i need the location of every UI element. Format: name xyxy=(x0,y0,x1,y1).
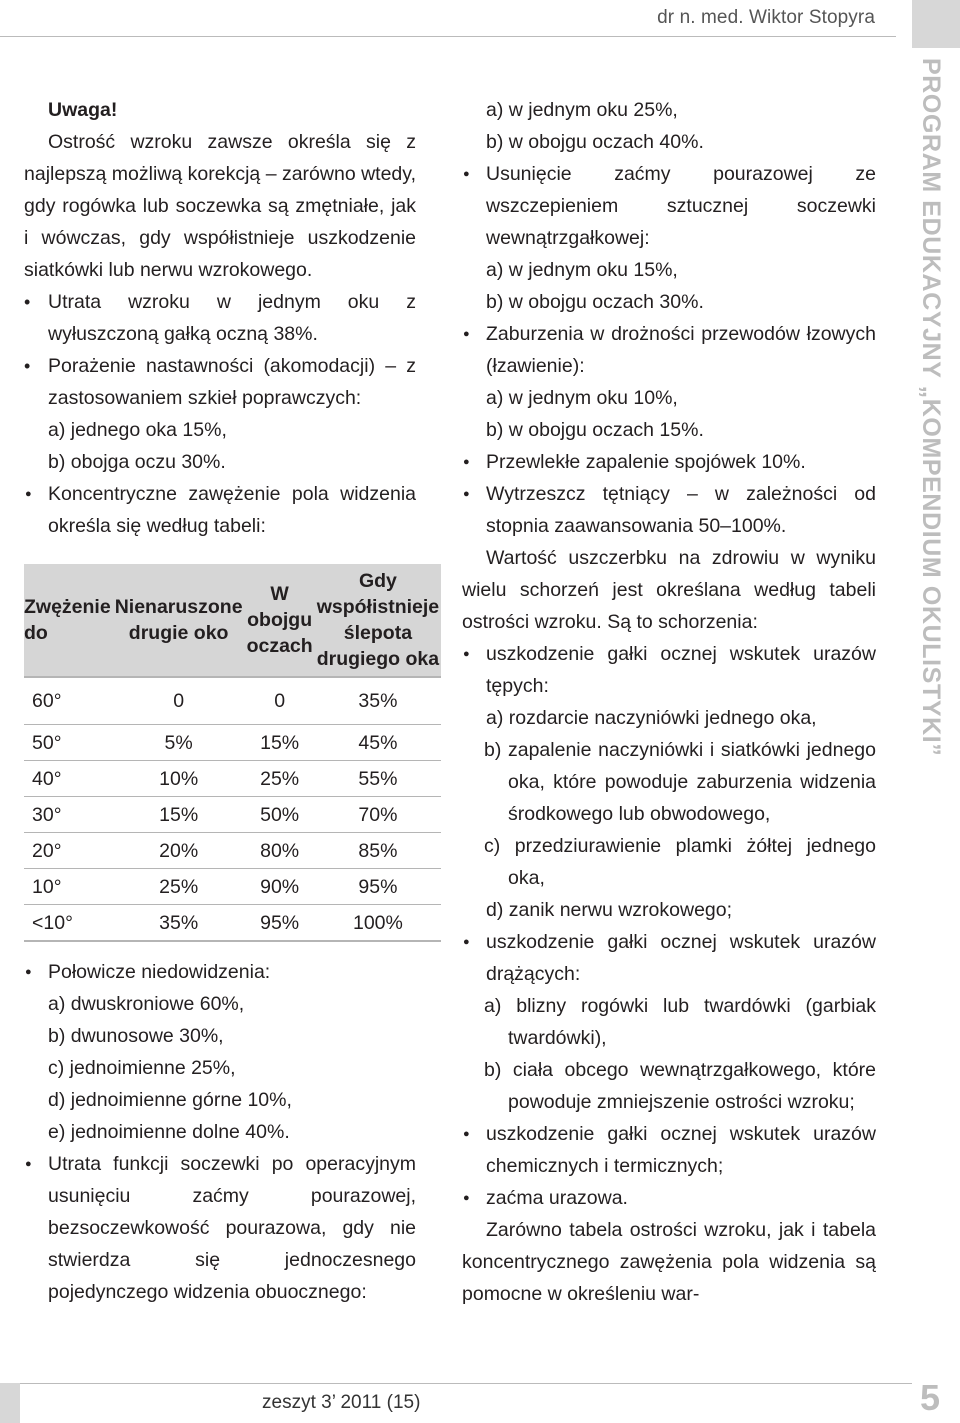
note-heading: Uwaga! xyxy=(48,99,118,121)
table-cell: 35% xyxy=(315,677,441,725)
table-cell: 15% xyxy=(113,797,245,833)
table-row xyxy=(24,725,441,761)
table-header: W obojgu oczach xyxy=(245,564,315,677)
list-item: • Porażenie nastawności (akomodacji) – z zastosowaniem szkieł poprawczych: xyxy=(24,350,416,414)
list-subitem: b) w obojgu oczach 40%. xyxy=(486,131,704,153)
footer-block xyxy=(0,1383,20,1423)
list-subitem: a) dwuskroniowe 60%, xyxy=(48,993,245,1015)
list-subitem: a) jednego oka 15%, xyxy=(48,419,227,441)
running-header-author: dr n. med. Wiktor Stopyra xyxy=(657,7,875,28)
table-cell: 35% xyxy=(113,905,245,942)
right-column xyxy=(462,94,876,1310)
list-item: ● Usunięcie zaćmy pourazowej ze wszczepieniem sztucznej soczewki wewnątrzgałkowej: xyxy=(462,158,876,254)
list-item: ● Koncentryczne zawężenie pola widzenia określa się według tabeli: xyxy=(24,478,416,542)
table-cell: 5% xyxy=(113,725,245,761)
list-subitem: d) zanik nerwu wzrokowego; xyxy=(486,899,733,921)
list-subitem: a) w jednym oku 25%, xyxy=(486,99,678,121)
list-subitem: b) dwunosowe 30%, xyxy=(48,1025,224,1047)
table-cell: 0 xyxy=(245,677,315,725)
table-cell: 100% xyxy=(315,905,441,942)
table-cell: 90% xyxy=(245,869,315,905)
list-item: ● Połowicze niedowidzenia: xyxy=(24,956,416,988)
list-item: ● Przewlekłe zapalenie spojówek 10%. xyxy=(462,446,876,478)
sidebar-top-block xyxy=(912,0,960,48)
list-subitem: c) przedziurawienie plamki żółtej jednego oka, xyxy=(484,835,876,889)
table-row xyxy=(24,761,441,797)
list-subitem: d) jednoimienne górne 10%, xyxy=(48,1089,292,1111)
table-cell: 10% xyxy=(113,761,245,797)
table-cell: 95% xyxy=(315,869,441,905)
page-number: 5 xyxy=(920,1377,941,1418)
list-item: ● uszkodzenie gałki ocznej wskutek urazów drążących: xyxy=(462,926,876,990)
table-cell: 55% xyxy=(315,761,441,797)
table-cell: 85% xyxy=(315,833,441,869)
table-cell: 0 xyxy=(113,677,245,725)
table-cell: 20° xyxy=(24,833,113,869)
header-rule xyxy=(0,36,896,37)
paragraph: Wartość uszczerbku na zdrowiu w wyniku wielu schorzeń jest określana według tabeli ostrości wzroku. Są to schorzenia: xyxy=(462,547,876,633)
footer-rule xyxy=(20,1383,912,1384)
issue-label: zeszyt 3’ 2011 (15) xyxy=(262,1392,421,1413)
list-item: • Utrata wzroku w jednym oku z wyłuszczoną gałką oczną 38%. xyxy=(24,286,416,350)
list-subitem: a) w jednym oku 15%, xyxy=(486,259,678,281)
table-row xyxy=(24,833,441,869)
list-subitem: c) jednoimienne 25%, xyxy=(48,1057,236,1079)
list-subitem: e) jednoimienne dolne 40%. xyxy=(48,1121,290,1143)
list-subitem: b) w obojgu oczach 15%. xyxy=(486,419,704,441)
list-item: ● Zaburzenia w drożności przewodów łzowych (łzawienie): xyxy=(462,318,876,382)
table-cell: 95% xyxy=(245,905,315,942)
program-title: PROGRAM EDUKACYJNY „KOMPENDIUM OKULISTYKI” xyxy=(917,58,945,757)
table-cell: 45% xyxy=(315,725,441,761)
visual-field-table xyxy=(24,564,441,942)
list-subitem: b) zapalenie naczyniówki i siatkówki jednego oka, które powoduje zaburzenia widzenia środkowego lub obwodowego, xyxy=(484,739,876,825)
list-subitem: b) w obojgu oczach 30%. xyxy=(486,291,704,313)
list-subitem: b) ciała obcego wewnątrzgałkowego, które powoduje zmniejszenie ostrości wzroku; xyxy=(484,1059,876,1113)
list-subitem: a) blizny rogówki lub twardówki (garbiak twardówki), xyxy=(484,995,876,1049)
list-subitem: a) w jednym oku 10%, xyxy=(486,387,678,409)
table-cell: 10° xyxy=(24,869,113,905)
table-cell: 50% xyxy=(245,797,315,833)
list-subitem: b) obojga oczu 30%. xyxy=(48,451,226,473)
table-header: Zwężenie do xyxy=(24,564,113,677)
table-cell: <10° xyxy=(24,905,113,942)
sidebar xyxy=(912,0,960,1423)
list-item: ● zaćma urazowa. xyxy=(462,1182,876,1214)
table-cell: 80% xyxy=(245,833,315,869)
table-cell: 50° xyxy=(24,725,113,761)
table-row xyxy=(24,677,441,725)
table-cell: 40° xyxy=(24,761,113,797)
table-cell: 70% xyxy=(315,797,441,833)
table-cell: 20% xyxy=(113,833,245,869)
list-item: ● Utrata funkcji soczewki po operacyjnym usunięciu zaćmy pourazowej, bezsoczewkowość pourazowa, gdy nie stwierdza się jednoczesnego pojedynczego widzenia obuocznego: xyxy=(24,1148,416,1308)
list-item: ● uszkodzenie gałki ocznej wskutek urazów chemicznych i termicznych; xyxy=(462,1118,876,1182)
table-header: Gdy współistnieje ślepota drugiego oka xyxy=(315,564,441,677)
list-item: ● Wytrzeszcz tętniący – w zależności od stopnia zaawansowania 50–100%. xyxy=(462,478,876,542)
table-cell: 60° xyxy=(24,677,113,725)
table-header: Nienaruszone drugie oko xyxy=(113,564,245,677)
table-cell: 25% xyxy=(113,869,245,905)
list-item: ● uszkodzenie gałki ocznej wskutek urazów tępych: xyxy=(462,638,876,702)
list-subitem: a) rozdarcie naczyniówki jednego oka, xyxy=(486,707,817,729)
table-row xyxy=(24,905,441,942)
note-text: Ostrość wzroku zawsze określa się z najlepszą możliwą korekcją – zarówno wtedy, gdy rogówka lub soczewka są zmętniałe, jak i wówczas, gdy współistnieje uszkodzenie siatkówki lub nerwu wzrokowego. xyxy=(24,131,416,281)
table-cell: 30° xyxy=(24,797,113,833)
table-row xyxy=(24,869,441,905)
table-cell: 15% xyxy=(245,725,315,761)
left-column xyxy=(24,94,440,1308)
table-row xyxy=(24,797,441,833)
paragraph: Zarówno tabela ostrości wzroku, jak i tabela koncentrycznego zawężenia pola widzenia są pomocne w określeniu war- xyxy=(462,1219,876,1305)
table-cell: 25% xyxy=(245,761,315,797)
